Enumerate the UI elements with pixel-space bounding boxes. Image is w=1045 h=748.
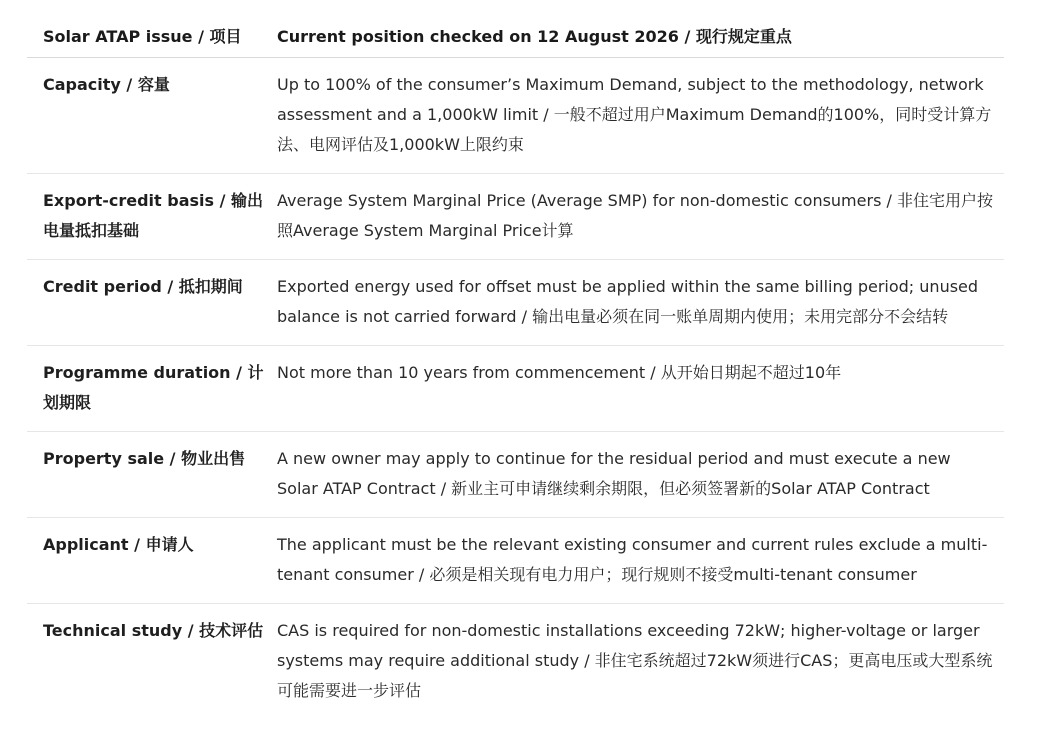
row-position: A new owner may apply to continue for the residual period and must execute a new Solar ATAP Contract / 新业主可申请继续剩余期限，但必须签署新的Solar ATAP Contract bbox=[277, 449, 951, 498]
table-row-credit-period bbox=[27, 260, 1004, 346]
row-issue: Export-credit basis / 输出电量抵扣基础 bbox=[43, 191, 264, 240]
row-issue: Capacity / 容量 bbox=[43, 75, 170, 94]
row-issue: Credit period / 抵扣期间 bbox=[43, 277, 243, 296]
solar-atap-table bbox=[27, 15, 1004, 720]
row-position: CAS is required for non-domestic installations exceeding 72kW; higher-voltage or larger systems may require additional study / 非住宅系统超过72kW须进行CAS；更高电压或大型系统可能需要进一步评估 bbox=[277, 621, 993, 700]
table-row-capacity bbox=[27, 58, 1004, 174]
header-issue: Solar ATAP issue / 项目 bbox=[43, 27, 242, 46]
row-position: The applicant must be the relevant existing consumer and current rules exclude a multi-tenant consumer / 必须是相关现有电力用户；现行规则不接受multi-tenant consumer bbox=[277, 535, 988, 584]
header-position: Current position checked on 12 August 2026 / 现行规定重点 bbox=[277, 27, 792, 46]
table-row-property-sale bbox=[27, 432, 1004, 518]
row-issue: Applicant / 申请人 bbox=[43, 535, 194, 554]
table-row-programme-duration bbox=[27, 346, 1004, 432]
row-issue: Property sale / 物业出售 bbox=[43, 449, 246, 468]
row-position: Up to 100% of the consumer’s Maximum Demand, subject to the methodology, network assessment and a 1,000kW limit / 一般不超过用户Maximum Demand的100%，同时受计算方法、电网评估及1,000kW上限约束 bbox=[277, 75, 992, 154]
table-row-applicant bbox=[27, 518, 1004, 604]
row-position: Average System Marginal Price (Average SMP) for non-domestic consumers / 非住宅用户按照Average System Marginal Price计算 bbox=[277, 191, 993, 240]
row-position: Exported energy used for offset must be applied within the same billing period; unused balance is not carried forward / 输出电量必须在同一账单周期内使用；未用完部分不会结转 bbox=[277, 277, 979, 326]
table-row-export-credit bbox=[27, 174, 1004, 260]
table-row-technical-study bbox=[27, 604, 1004, 720]
row-issue: Programme duration / 计划期限 bbox=[43, 363, 264, 412]
row-position: Not more than 10 years from commencement / 从开始日期起不超过10年 bbox=[277, 363, 842, 382]
table-header-row bbox=[27, 15, 1004, 58]
row-issue: Technical study / 技术评估 bbox=[43, 621, 264, 640]
